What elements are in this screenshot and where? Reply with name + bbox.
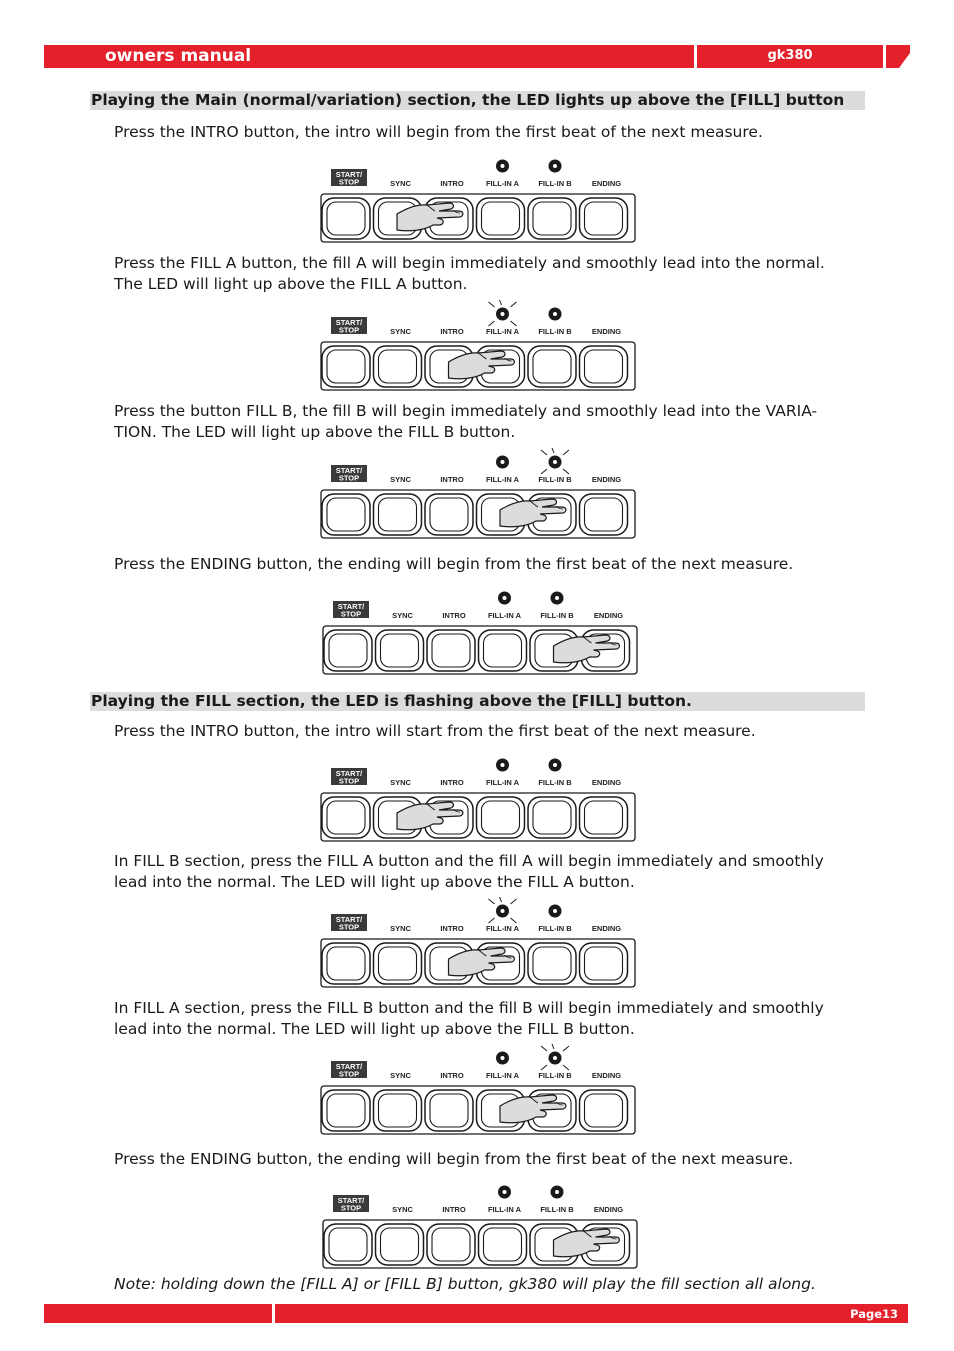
start-stop-label-line1: START/ [335,466,363,475]
led-fill-b-icon [549,759,562,772]
intro-button[interactable] [425,1090,473,1131]
step-line: Press the FILL A button, the fill A will begin immediately and smoothly lead into the normal. [114,254,825,272]
intro-button[interactable] [427,630,475,671]
led-fill-b-icon [549,308,562,321]
start-stop-button[interactable] [322,797,370,838]
led-fill-b-icon [549,160,562,173]
start-stop-label-line1: START/ [335,318,363,327]
ending-label: ENDING [591,1071,622,1080]
start-stop-label-line2: STOP [338,922,360,932]
fill-b-label: FILL-IN B [540,611,574,620]
fill-a-label: FILL-IN A [485,327,520,336]
header-bar [44,45,694,68]
ending-label: ENDING [593,611,624,620]
ending-button[interactable] [580,943,628,984]
step-line: In FILL A section, press the FILL B button and the fill B will begin immediately and smoothly [114,999,824,1017]
start-stop-label-line1: START/ [337,1196,365,1205]
fill-b-button[interactable] [528,346,576,387]
start-stop-label [331,465,367,483]
sync-button[interactable] [376,1224,424,1265]
step-text [114,998,859,1040]
start-stop-label [331,914,367,932]
intro-label: INTRO [440,924,464,933]
start-stop-label-line2: STOP [338,1069,360,1079]
start-stop-label-line2: STOP [338,177,360,187]
ending-button[interactable] [580,198,628,239]
led-fill-a-icon [496,759,509,772]
start-stop-label-line1: START/ [335,915,363,924]
intro-label: INTRO [440,778,464,787]
fill-b-label: FILL-IN B [540,1205,574,1214]
start-stop-button[interactable] [322,198,370,239]
sync-button[interactable] [376,630,424,671]
start-stop-label [331,169,367,187]
intro-button[interactable] [427,1224,475,1265]
start-stop-label-line1: START/ [335,170,363,179]
start-stop-label [331,317,367,335]
start-stop-label-line1: START/ [335,1062,363,1071]
sync-label: SYNC [390,1071,411,1080]
header-model: gk380 [767,48,813,63]
fill-a-button[interactable] [479,1224,527,1265]
step-text [114,253,859,295]
ending-button[interactable] [580,797,628,838]
step-line: Press the ENDING button, the ending will begin from the first beat of the next measure. [114,555,794,573]
sync-button[interactable] [374,943,422,984]
control-panel-diagram [319,897,639,997]
footer-bar-left [44,1304,272,1323]
led-fill-a-icon [498,592,511,605]
fill-b-button[interactable] [528,797,576,838]
led-fill-b-icon [541,1044,569,1070]
start-stop-label-line2: STOP [338,776,360,786]
header-model-box [697,45,883,68]
control-panel-diagram [319,152,639,252]
ending-label: ENDING [591,924,622,933]
fill-a-label: FILL-IN A [485,924,520,933]
step-line: TION. The LED will light up above the FILL B button. [114,423,516,441]
start-stop-label-line1: START/ [337,602,365,611]
sync-label: SYNC [390,327,411,336]
start-stop-label-line2: STOP [338,473,360,483]
sync-label: SYNC [392,611,413,620]
led-fill-a-icon [498,1186,511,1199]
ending-button[interactable] [580,346,628,387]
ending-label: ENDING [591,327,622,336]
intro-label: INTRO [440,1071,464,1080]
intro-button[interactable] [425,494,473,535]
start-stop-button[interactable] [324,1224,372,1265]
fill-a-button[interactable] [477,797,525,838]
step-line: Press the INTRO button, the intro will begin from the first beat of the next measure. [114,123,763,141]
start-stop-label [333,601,369,619]
start-stop-button[interactable] [324,630,372,671]
step-text [114,122,859,143]
led-fill-a-icon [496,160,509,173]
sync-label: SYNC [390,778,411,787]
section-heading-fill: Playing the FILL section, the LED is flashing above the [FILL] button. [90,692,865,711]
control-panel-diagram [319,448,639,548]
sync-label: SYNC [390,924,411,933]
fill-b-label: FILL-IN B [538,778,572,787]
start-stop-label-line1: START/ [335,769,363,778]
control-panel-diagram [321,1178,641,1278]
intro-label: INTRO [442,611,466,620]
sync-button[interactable] [374,1090,422,1131]
fill-b-label: FILL-IN B [538,179,572,188]
fill-a-button[interactable] [479,630,527,671]
step-line: In FILL B section, press the FILL A button and the fill A will begin immediately and smoothly [114,852,824,870]
sync-label: SYNC [390,475,411,484]
start-stop-label-line2: STOP [340,609,362,619]
start-stop-button[interactable] [322,1090,370,1131]
fill-a-label: FILL-IN A [487,611,522,620]
note-text: Note: holding down the [FILL A] or [FILL B] button, gk380 will play the fill section all along. [114,1275,816,1293]
fill-b-label: FILL-IN B [538,327,572,336]
control-panel-diagram [319,751,639,851]
start-stop-button[interactable] [322,346,370,387]
control-panel-diagram [319,300,639,400]
control-panel-diagram [319,1044,639,1144]
intro-label: INTRO [440,475,464,484]
sync-button[interactable] [374,346,422,387]
led-fill-b-icon [541,448,569,474]
start-stop-label-line2: STOP [340,1203,362,1213]
section-heading-main: Playing the Main (normal/variation) section, the LED lights up above the [FILL] button [90,91,865,110]
start-stop-label [331,1061,367,1079]
ending-label: ENDING [593,1205,624,1214]
start-stop-label-line2: STOP [338,325,360,335]
page-number: Page13 [850,1307,898,1321]
fill-a-label: FILL-IN A [485,778,520,787]
ending-button[interactable] [580,494,628,535]
fill-b-label: FILL-IN B [538,475,572,484]
fill-a-label: FILL-IN A [487,1205,522,1214]
step-line: Press the INTRO button, the intro will start from the first beat of the next measure. [114,722,756,740]
start-stop-button[interactable] [322,494,370,535]
step-text [114,401,859,443]
led-fill-a-icon [489,300,517,326]
fill-b-button[interactable] [528,198,576,239]
step-line: The LED will light up above the FILL A button. [114,275,468,293]
ending-label: ENDING [591,179,622,188]
fill-a-label: FILL-IN A [485,475,520,484]
led-fill-a-icon [496,1052,509,1065]
header-corner-tab [886,45,910,68]
led-fill-b-icon [551,1186,564,1199]
fill-b-button[interactable] [528,943,576,984]
fill-b-label: FILL-IN B [538,924,572,933]
ending-button[interactable] [580,1090,628,1131]
step-line: Press the button FILL B, the fill B will begin immediately and smoothly lead into the VARIA- [114,402,818,420]
step-line: lead into the normal. The LED will light up above the FILL A button. [114,873,635,891]
step-text [114,554,859,575]
start-stop-button[interactable] [322,943,370,984]
intro-label: INTRO [440,327,464,336]
header-title: owners manual [105,46,252,66]
sync-button[interactable] [374,494,422,535]
led-fill-b-icon [551,592,564,605]
ending-label: ENDING [591,475,622,484]
step-line: Press the ENDING button, the ending will begin from the first beat of the next measure. [114,1150,794,1168]
step-text [114,1149,859,1170]
footer-bar [275,1304,908,1323]
control-panel-diagram [321,584,641,684]
led-fill-b-icon [549,905,562,918]
intro-label: INTRO [442,1205,466,1214]
fill-a-label: FILL-IN A [485,1071,520,1080]
start-stop-label [333,1195,369,1213]
step-text [114,721,859,742]
fill-a-label: FILL-IN A [485,179,520,188]
start-stop-label [331,768,367,786]
fill-b-label: FILL-IN B [538,1071,572,1080]
intro-label: INTRO [440,179,464,188]
led-fill-a-icon [496,456,509,469]
step-text [114,851,859,893]
sync-label: SYNC [390,179,411,188]
fill-a-button[interactable] [477,198,525,239]
step-line: lead into the normal. The LED will light up above the FILL B button. [114,1020,635,1038]
ending-label: ENDING [591,778,622,787]
sync-label: SYNC [392,1205,413,1214]
led-fill-a-icon [489,897,517,923]
